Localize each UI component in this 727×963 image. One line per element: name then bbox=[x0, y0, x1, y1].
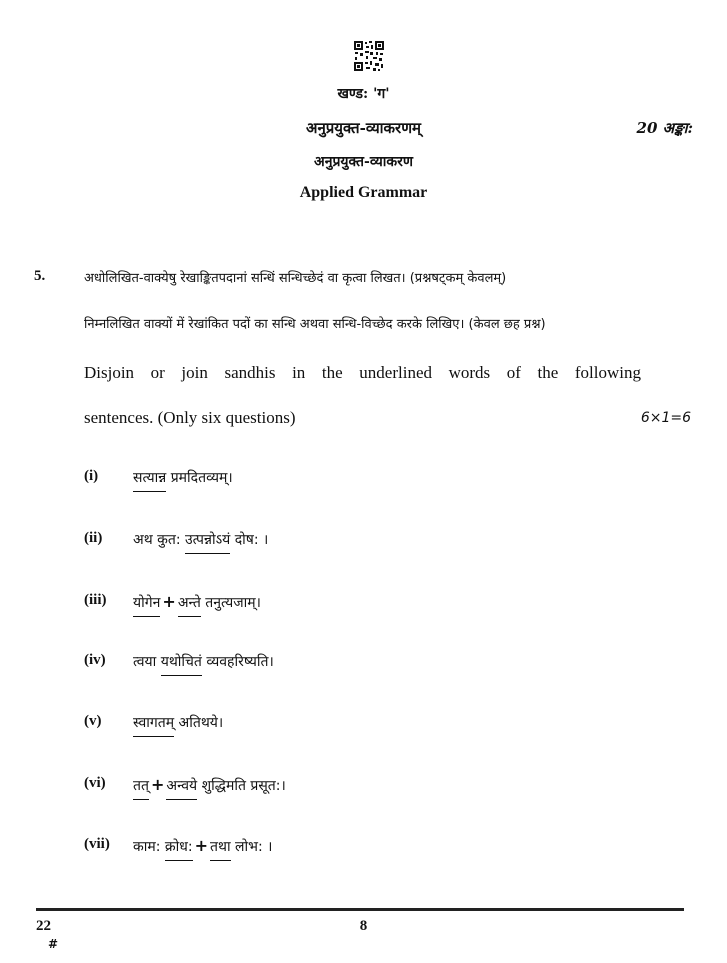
title-hindi: अनुप्रयुक्त-व्याकरण bbox=[314, 154, 413, 170]
item-sentence bbox=[133, 530, 268, 549]
underlined-word: सत्यान्न bbox=[133, 470, 167, 486]
section-label: खण्ड: 'ग' bbox=[337, 86, 390, 102]
plus-sign: + bbox=[194, 836, 209, 855]
item-label: (iii) bbox=[84, 592, 107, 608]
item-label: (vi) bbox=[84, 775, 106, 791]
sentence-rest: शुद्धिमति प्रसूत:। bbox=[197, 778, 286, 794]
sentence-rest: दोष: । bbox=[230, 532, 269, 548]
underlined-word: योगेन bbox=[133, 595, 161, 611]
underlined-word: उत्पन्नोऽयं bbox=[185, 532, 231, 548]
item-sentence bbox=[133, 836, 273, 856]
sentence-pre: काम: bbox=[133, 839, 165, 855]
question-number: 5. bbox=[34, 268, 46, 284]
sentence-rest: तनुत्यजाम्। bbox=[200, 595, 261, 611]
item-sentence bbox=[133, 652, 274, 671]
sentence-rest: लोभ: । bbox=[230, 839, 273, 855]
underlined-word: तत् bbox=[133, 778, 149, 794]
title-english: Applied Grammar bbox=[299, 184, 428, 201]
item-label: (ii) bbox=[84, 530, 103, 546]
instruction-hindi: निम्नलिखित वाक्यों में रेखांकित पदों का सन्धि अथवा सन्धि-विच्छेद करके लिखिए। (केवल छह प्रश्न) bbox=[84, 317, 546, 332]
underlined-word: अन्ते bbox=[177, 595, 201, 611]
sentence-rest: प्रमदितव्यम्। bbox=[166, 470, 233, 486]
question-marks: 6×1=6 bbox=[640, 410, 691, 426]
hash-mark: # bbox=[48, 937, 59, 951]
item-label: (v) bbox=[84, 713, 102, 729]
instruction-english-line2: sentences. (Only six questions) bbox=[84, 408, 296, 427]
instruction-english-line1: Disjoin or join sandhis in the underlined words of the following bbox=[84, 363, 641, 382]
footer-divider bbox=[36, 908, 684, 911]
page-number: 8 bbox=[359, 918, 368, 934]
item-label: (i) bbox=[84, 468, 99, 484]
underlined-word: यथोचितं bbox=[160, 654, 202, 670]
item-label: (iv) bbox=[84, 652, 106, 668]
item-sentence bbox=[133, 592, 261, 612]
sentence-pre: त्वया bbox=[133, 654, 161, 670]
item-sentence bbox=[133, 713, 223, 732]
item-label: (vii) bbox=[84, 836, 110, 852]
title-sanskrit: अनुप्रयुक्त-व्याकरणम् bbox=[305, 119, 422, 137]
qr-code-icon bbox=[353, 40, 385, 72]
instruction-sanskrit: अधोलिखित-वाक्येषु रेखाङ्कितपदानां सन्धिं सन्धिच्छेदं वा कृत्वा लिखत। (प्रश्नषट्कम् केवलम्) bbox=[84, 271, 507, 286]
sentence-pre: अथ कुत: bbox=[133, 532, 185, 548]
paper-code: 22 bbox=[36, 918, 51, 934]
underlined-word: क्रोध: bbox=[164, 839, 193, 855]
underlined-word: अन्वये bbox=[166, 778, 198, 794]
underlined-word: तथा bbox=[210, 839, 231, 855]
plus-sign: + bbox=[150, 775, 165, 794]
section-marks: 20 अङ्का: bbox=[636, 119, 693, 137]
item-sentence bbox=[133, 468, 233, 487]
plus-sign: + bbox=[162, 592, 176, 611]
item-sentence bbox=[133, 775, 286, 795]
underlined-word: स्वागतम् bbox=[133, 715, 175, 731]
sentence-rest: अतिथये। bbox=[174, 715, 224, 731]
sentence-rest: व्यवहरिष्यति। bbox=[201, 654, 274, 670]
